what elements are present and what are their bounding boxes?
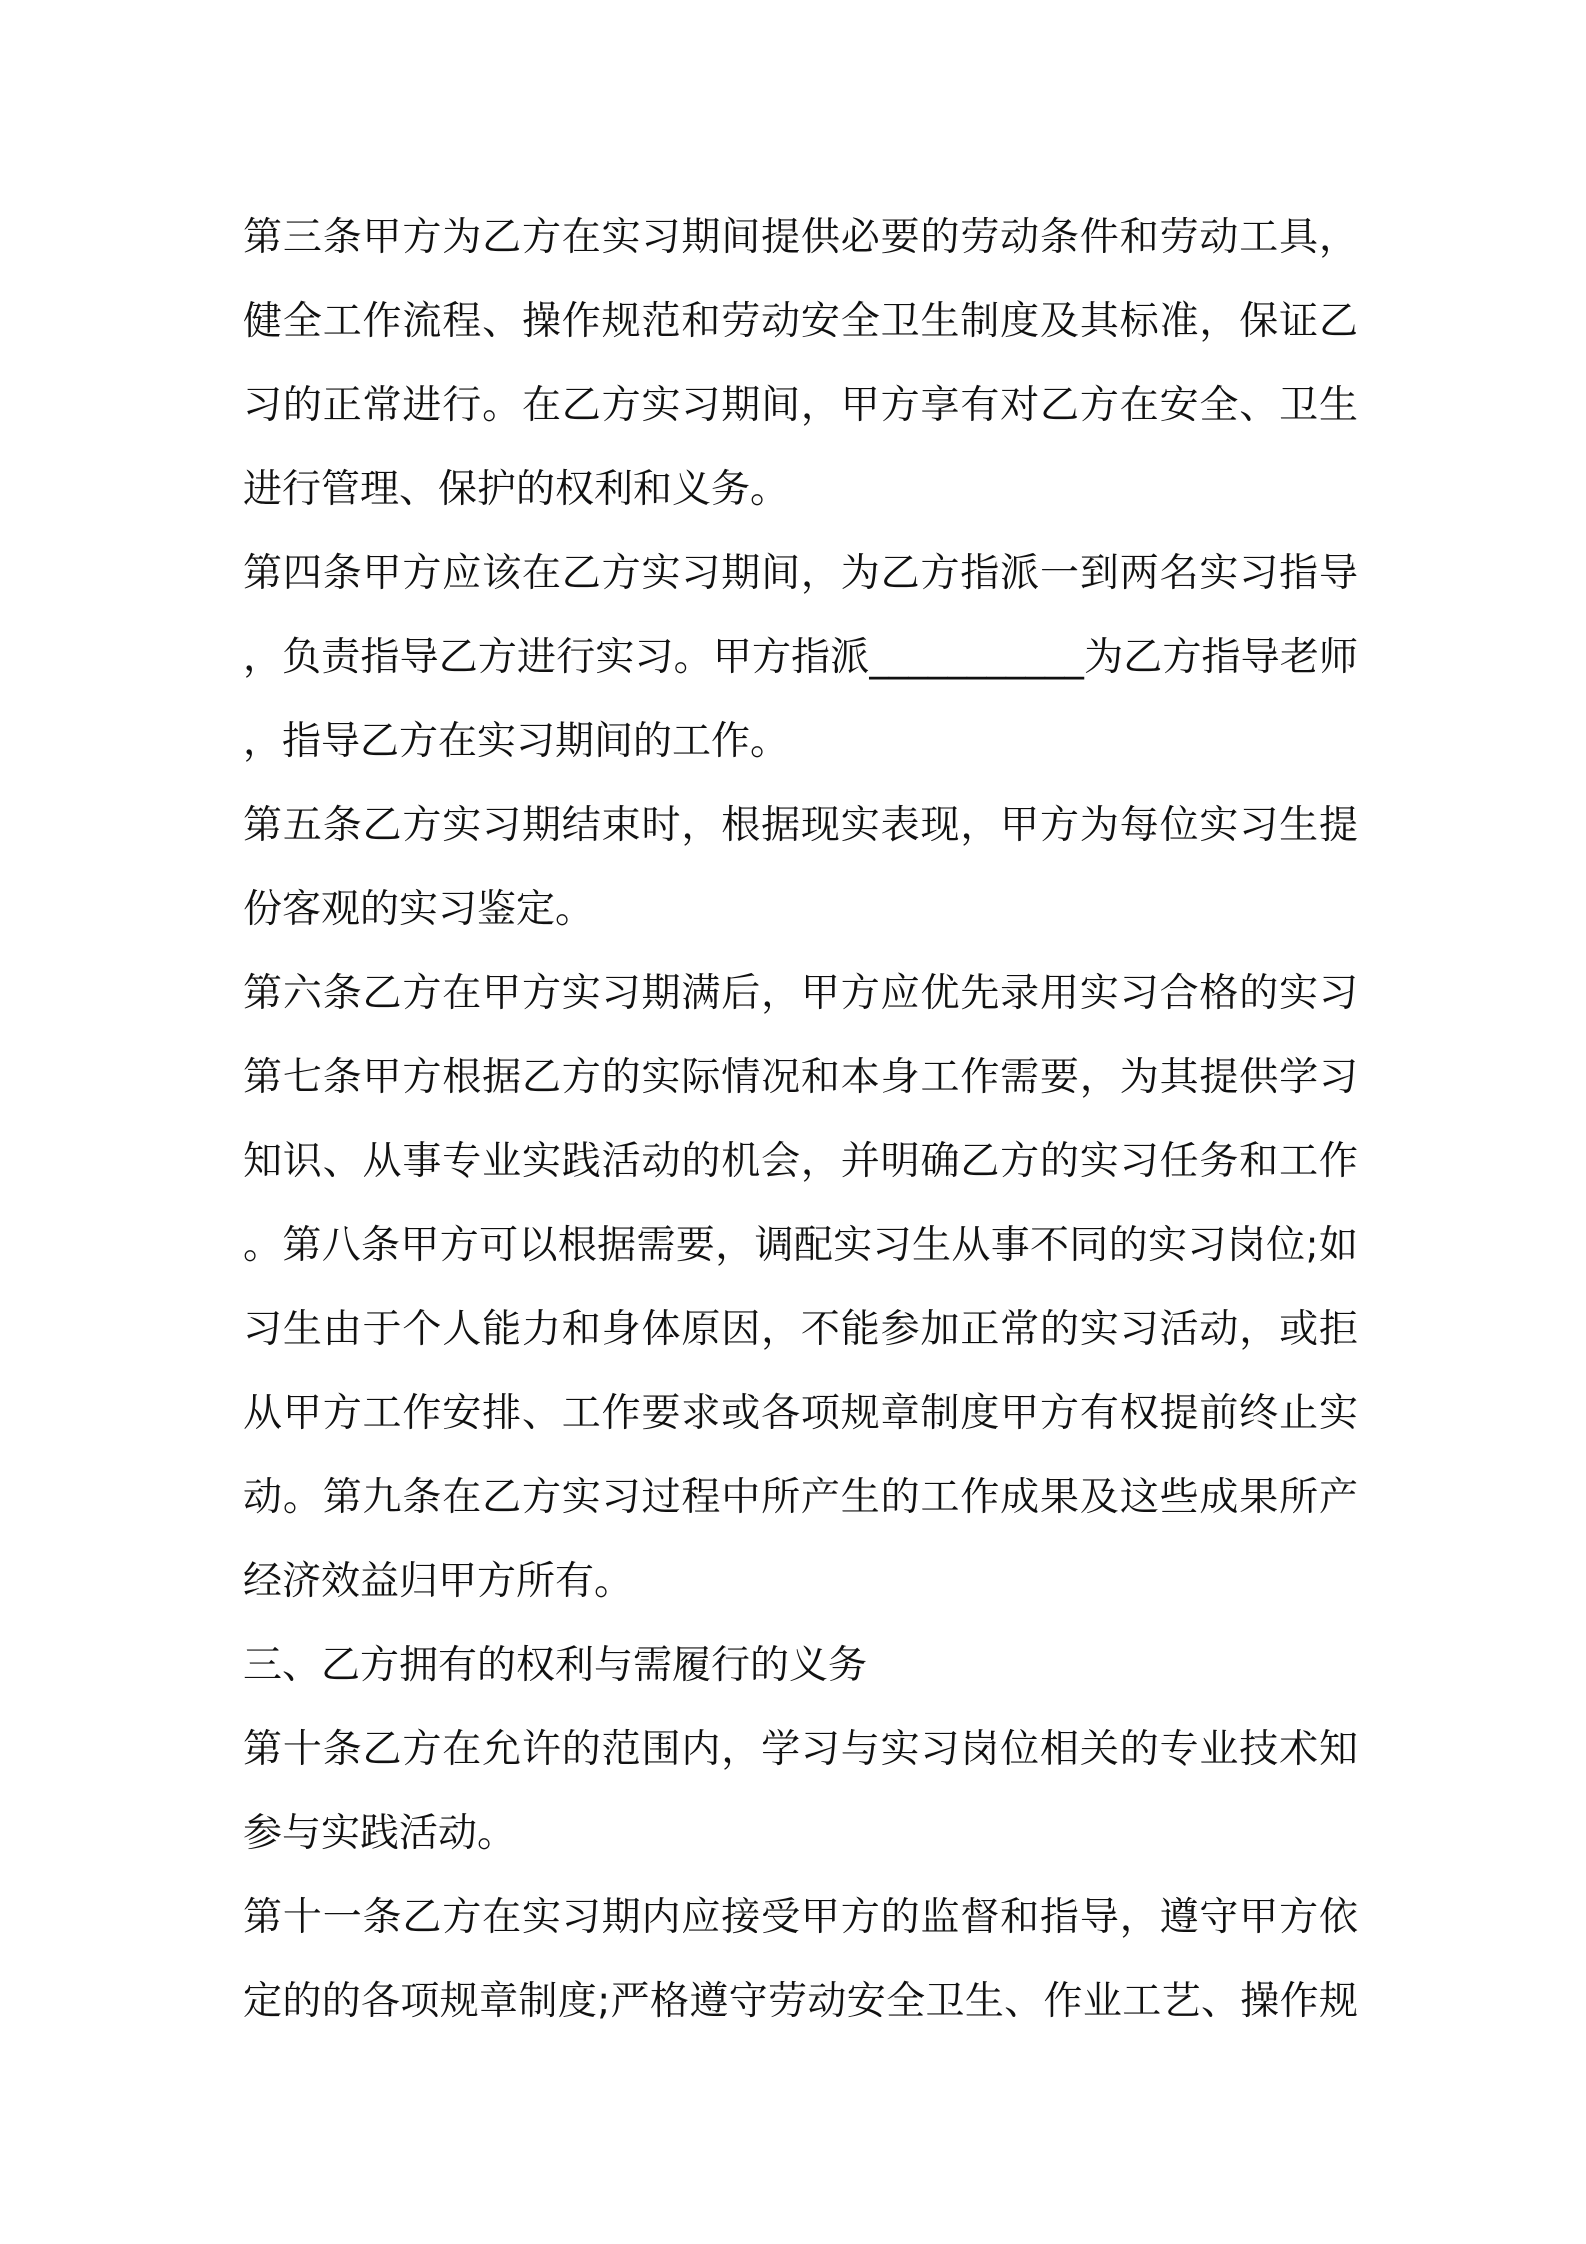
text-line: 健全工作流程、操作规范和劳动安全卫生制度及其标准，保证乙 bbox=[243, 299, 1358, 344]
text-line: 第七条甲方根据乙方的实际情况和本身工作需要，为其提供学习 bbox=[243, 1055, 1358, 1100]
paragraph-article-4 bbox=[243, 532, 1358, 784]
document-body bbox=[243, 196, 1358, 2044]
text-line: 动。第九条在乙方实习过程中所产生的工作成果及这些成果所产 bbox=[243, 1475, 1358, 1520]
text-line: ，指导乙方在实习期间的工作。 bbox=[243, 719, 790, 764]
text-line: 习生由于个人能力和身体原因，不能参加正常的实习活动，或拒 bbox=[243, 1307, 1358, 1352]
text-line: 经济效益归甲方所有。 bbox=[243, 1559, 634, 1604]
text-line: 知识、从事专业实践活动的机会，并明确乙方的实习任务和工作 bbox=[243, 1139, 1358, 1184]
text-line: 从甲方工作安排、工作要求或各项规章制度甲方有权提前终止实 bbox=[243, 1391, 1358, 1436]
text-line: 第五条乙方实习期结束时，根据现实表现，甲方为每位实习生提 bbox=[243, 803, 1358, 848]
section-heading bbox=[243, 1624, 1358, 1708]
paragraph-article-6 bbox=[243, 952, 1358, 1036]
text-line: 第四条甲方应该在乙方实习期间，为乙方指派一到两名实习指导 bbox=[243, 551, 1358, 596]
text-line: 进行管理、保护的权利和义务。 bbox=[243, 467, 790, 512]
text-line: 第十一条乙方在实习期内应接受甲方的监督和指导，遵守甲方依 bbox=[243, 1895, 1358, 1940]
text-line: 第六条乙方在甲方实习期满后，甲方应优先录用实习合格的实习 bbox=[243, 971, 1358, 1016]
paragraph-article-11 bbox=[243, 1876, 1358, 2044]
paragraph-article-3 bbox=[243, 196, 1358, 532]
text-line: 。第八条甲方可以根据需要，调配实习生从事不同的实习岗位;如 bbox=[243, 1223, 1358, 1268]
paragraph-article-5 bbox=[243, 784, 1358, 952]
text-line: 第十条乙方在允许的范围内，学习与实习岗位相关的专业技术知 bbox=[243, 1727, 1358, 1772]
text-line: ，负责指导乙方进行实习。甲方指派___________为乙方指导老师 bbox=[243, 635, 1358, 680]
text-line: 定的的各项规章制度;严格遵守劳动安全卫生、作业工艺、操作规 bbox=[243, 1979, 1358, 2024]
text-line: 份客观的实习鉴定。 bbox=[243, 887, 595, 932]
section-heading-text: 三、乙方拥有的权利与需履行的义务 bbox=[243, 1643, 868, 1688]
text-line: 习的正常进行。在乙方实习期间，甲方享有对乙方在安全、卫生 bbox=[243, 383, 1358, 428]
text-line: 第三条甲方为乙方在实习期间提供必要的劳动条件和劳动工具， bbox=[243, 215, 1358, 260]
text-line: 参与实践活动。 bbox=[243, 1811, 517, 1856]
paragraph-article-7-9 bbox=[243, 1036, 1358, 1624]
paragraph-article-10 bbox=[243, 1708, 1358, 1876]
